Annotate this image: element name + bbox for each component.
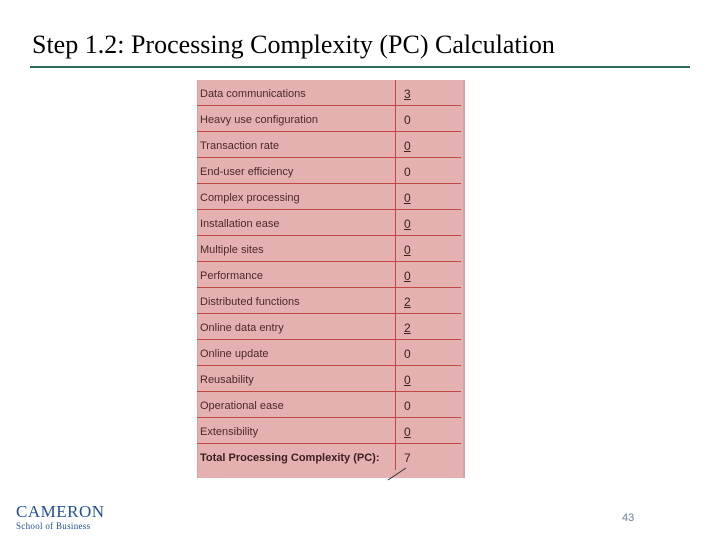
factor-value: 0 [404,139,411,153]
factor-value: 0 [404,269,411,283]
column-divider [395,392,396,417]
column-divider [395,106,396,131]
factor-value: 0 [404,113,411,127]
factor-value: 0 [404,243,411,257]
logo-name: CAMERON [16,502,105,521]
factor-label: Operational ease [200,400,284,412]
column-divider [395,262,396,287]
cameron-logo [16,503,105,531]
table-row [197,236,461,262]
factor-label: Online update [200,348,269,360]
table-row [197,106,461,132]
factor-label: Transaction rate [200,140,280,152]
table-row [197,392,461,418]
factor-value: 0 [404,165,411,179]
factor-label: Performance [200,270,263,282]
table-row [197,184,461,210]
slide-title: Step 1.2: Processing Complexity (PC) Calculation [32,30,555,59]
table-row [197,80,461,106]
factor-value: 0 [404,373,411,387]
factor-label: Reusability [200,374,254,386]
factor-label: Multiple sites [200,244,264,256]
column-divider [395,314,396,339]
title-divider [30,66,690,68]
table-row [197,158,461,184]
factor-value: 3 [404,87,411,101]
factor-label: Distributed functions [200,296,300,308]
column-divider [395,418,396,443]
table-row [197,340,461,366]
column-divider [395,210,396,235]
factor-value: 2 [404,321,411,335]
factor-value: 0 [404,347,411,361]
factor-label: Online data entry [200,322,284,334]
total-label: Total Processing Complexity (PC): [200,452,380,464]
factor-label: Installation ease [200,218,280,230]
column-divider [395,184,396,209]
table-row [197,262,461,288]
column-divider [395,340,396,365]
table-row [197,288,461,314]
factor-value: 0 [404,191,411,205]
factor-label: Heavy use configuration [200,114,319,126]
column-divider [395,366,396,391]
table-row [197,418,461,444]
factor-label: Complex processing [200,192,300,204]
column-divider [395,132,396,157]
factor-value: 0 [404,425,411,439]
total-value: 7 [404,451,411,465]
factor-value: 2 [404,295,411,309]
table-row [197,210,461,236]
table-row [197,314,461,340]
table-row [197,132,461,158]
column-divider [395,288,396,313]
page-number: 43 [622,512,635,524]
logo-subtitle: School of Business [16,521,91,531]
total-row [197,444,461,470]
processing-complexity-table [197,80,465,478]
factor-label: End-user efficiency [200,166,294,178]
column-divider [395,236,396,261]
factor-label: Extensibility [200,426,259,438]
factor-value: 0 [404,217,411,231]
factor-value: 0 [404,399,411,413]
column-divider [395,80,396,105]
column-divider [395,444,396,470]
column-divider [395,158,396,183]
table-row [197,366,461,392]
factor-label: Data communications [200,88,306,100]
